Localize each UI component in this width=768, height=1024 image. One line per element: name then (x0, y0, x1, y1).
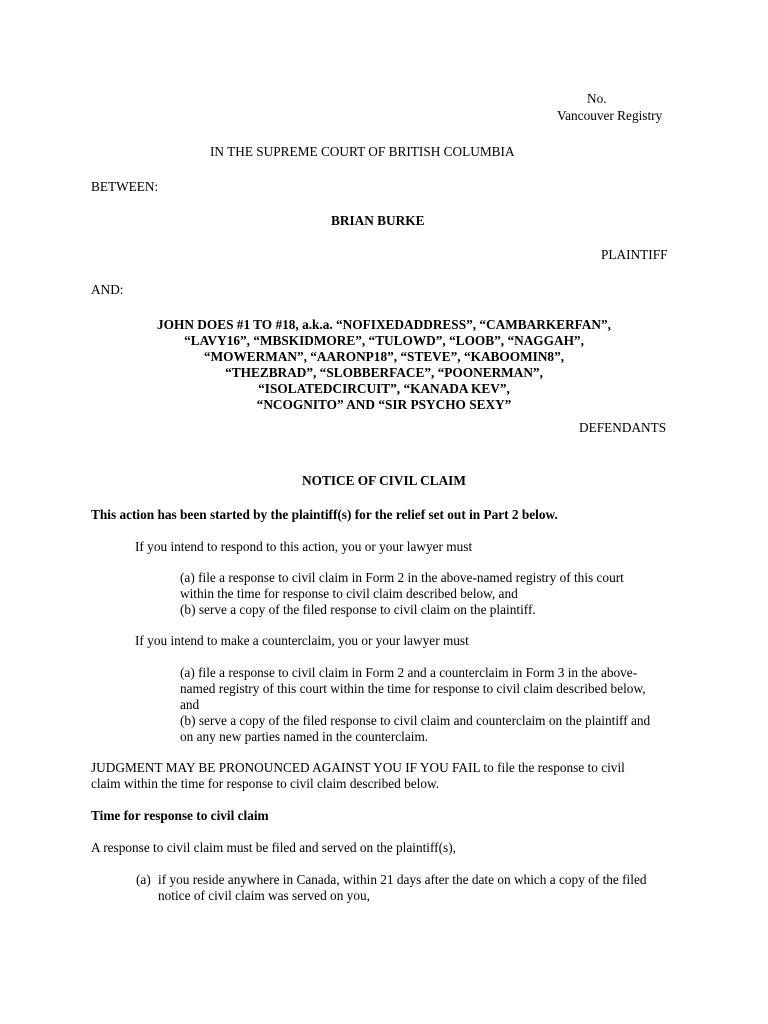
judgment-line: claim within the time for response to civil claim described below. (91, 776, 440, 791)
plaintiff-name: BRIAN BURKE (331, 213, 425, 228)
counter-item-line: named registry of this court within the time for response to civil claim described below, (180, 681, 646, 696)
between-label: BETWEEN: (91, 179, 159, 194)
respond-item-line: within the time for response to civil claim described below, and (180, 586, 518, 601)
respond-item-line: (a) file a response to civil claim in Form 2 in the above-named registry of this court (180, 570, 624, 585)
counter-item-line: (b) serve a copy of the filed response to civil claim and counterclaim on the plaintiff and (180, 713, 651, 728)
time-heading: Time for response to civil claim (91, 808, 269, 823)
counter-item-line: and (180, 697, 200, 712)
respond-item-line: (b) serve a copy of the filed response to civil claim on the plaintiff. (180, 602, 536, 617)
respond-lead: If you intend to respond to this action, you or your lawyer must (135, 539, 473, 554)
counter-items (180, 665, 650, 745)
time-item-text (158, 872, 647, 904)
notice-intro: This action has been started by the plaintiff(s) for the relief set out in Part 2 below. (91, 507, 558, 522)
judgment-warning (91, 760, 625, 792)
time-item-marker: (a) (136, 872, 151, 887)
and-label: AND: (91, 282, 124, 297)
respond-items (180, 570, 624, 618)
judgment-line: JUDGMENT MAY BE PRONOUNCED AGAINST YOU IF YOU FAIL to file the response to civil (91, 760, 625, 775)
defendant-role: DEFENDANTS (579, 420, 667, 435)
defendant-names (91, 317, 677, 413)
defendant-line: JOHN DOES #1 TO #18, a.k.a. “NOFIXEDADDRESS”, “CAMBARKERFAN”, (157, 317, 611, 332)
counter-item-line: (a) file a response to civil claim in Form 2 and a counterclaim in Form 3 in the above- (180, 665, 638, 680)
defendant-line: “MOWERMAN”, “AARONP18”, “STEVE”, “KABOOMIN8”, (203, 349, 565, 364)
notice-title: NOTICE OF CIVIL CLAIM (302, 473, 466, 488)
counter-item-line: on any new parties named in the counterclaim. (180, 729, 429, 744)
court-title: IN THE SUPREME COURT OF BRITISH COLUMBIA (210, 144, 515, 159)
time-lead: A response to civil claim must be filed and served on the plaintiff(s), (91, 840, 456, 855)
defendant-line: “LAVY16”, “MBSKIDMORE”, “TULOWD”, “LOOB”, “NAGGAH”, (184, 333, 584, 348)
file-number-label: No. (587, 91, 607, 106)
plaintiff-role: PLAINTIFF (601, 247, 668, 262)
defendant-line: “THEZBRAD”, “SLOBBERFACE”, “POONERMAN”, (225, 365, 543, 380)
defendant-line: “ISOLATEDCIRCUIT”, “KANADA KEV”, (258, 381, 510, 396)
defendant-line: “NCOGNITO” AND “SIR PSYCHO SEXY” (256, 397, 512, 412)
counter-lead: If you intend to make a counterclaim, you or your lawyer must (135, 633, 469, 648)
time-item-line: notice of civil claim was served on you, (158, 888, 370, 903)
time-item-line: if you reside anywhere in Canada, within 21 days after the date on which a copy of the filed (158, 872, 647, 887)
registry-label: Vancouver Registry (557, 108, 663, 123)
